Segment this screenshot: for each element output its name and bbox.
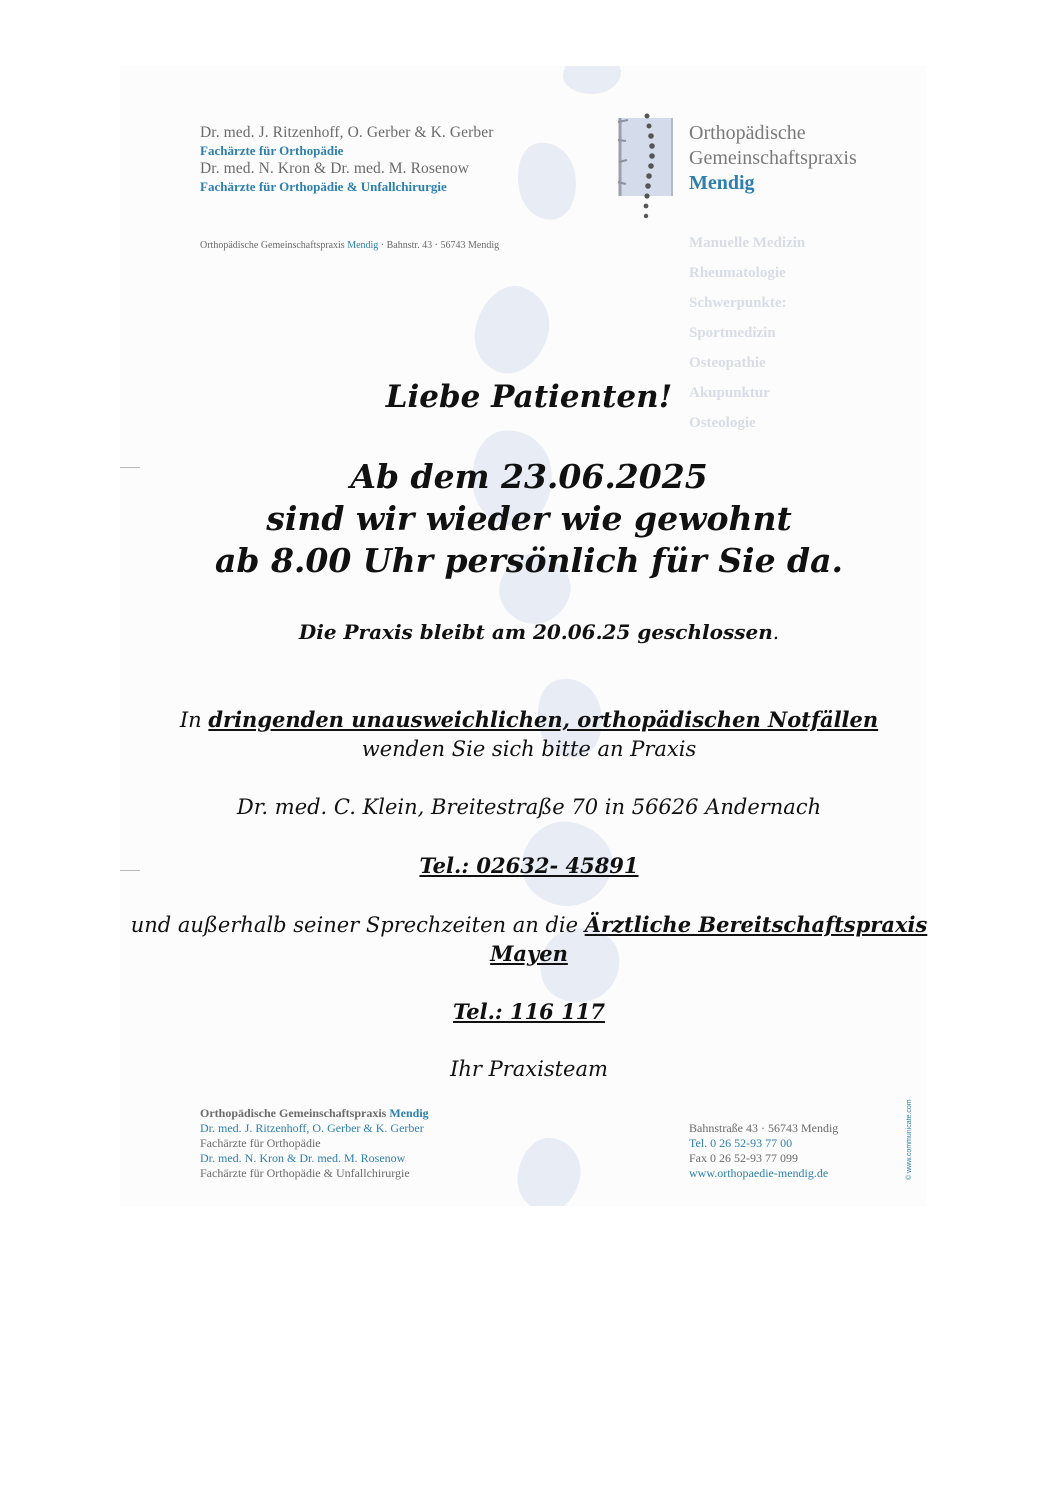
after-hours-line-1 [0,912,1058,937]
sender-address-line [200,240,499,251]
watermark-blob [511,137,584,225]
emergency-prefix: In [179,708,209,732]
footer-left-line-5: Fachärzte für Orthopädie & Unfallchirurgie [200,1166,410,1180]
sender-suffix: · Bahnstr. 43 · 56743 Mendig [380,240,500,251]
doctors-line-1: Dr. med. J. Ritzenhoff, O. Gerber & K. Gerber [200,124,494,141]
footer-left-line-1 [200,1106,429,1121]
service-item: Sportmedizin [689,325,776,341]
specialty-line-2: Fachärzte für Orthopädie & Unfallchirurgie [200,179,447,194]
closed-notice-text: Die Praxis bleibt am 20.06.25 geschlossen [298,620,773,644]
footer-left-line-3: Fachärzte für Orthopädie [200,1136,321,1150]
emergency-line-2: wenden Sie sich bitte an Praxis [361,737,697,761]
footer-right [689,1121,838,1181]
headline-line-2: sind wir wieder wie gewohnt [266,499,792,538]
logo-line-3: Mendig [689,172,755,194]
footer-left-line-4: Dr. med. N. Kron & Dr. med. M. Rosenow [200,1151,406,1165]
service-item: Schwerpunkte: [689,295,787,311]
doctors-line-2: Dr. med. N. Kron & Dr. med. M. Rosenow [200,160,470,177]
specialty-line-1: Fachärzte für Orthopädie [200,143,344,158]
greeting: Liebe Patienten! [385,379,673,415]
footer-tel: Tel. 0 26 52-93 77 00 [689,1136,793,1150]
closed-notice-end: . [772,620,780,644]
phone-1: Tel.: 02632- 45891 [419,853,639,878]
doctor-address: Dr. med. C. Klein, Breitestraße 70 in 56626 Andernach [236,795,822,819]
headline-line-3: ab 8.00 Uhr persönlich für Sie da. [215,541,843,580]
phone-2: Tel.: 116 117 [453,999,605,1024]
after-hours-line-2: Mayen [490,941,568,966]
watermark-blob [513,1134,585,1206]
sender-city: Mendig [347,240,379,251]
service-item: Akupunktur [689,385,770,401]
signature: Ihr Praxisteam [450,1057,608,1081]
after-hours-prefix: und außerhalb seiner Sprechzeiten an die [130,913,585,937]
service-item: Manuelle Medizin [689,235,806,251]
service-item: Osteologie [689,415,756,431]
headline-line-1: Ab dem 23.06.2025 [350,457,708,496]
emergency-emphasis: dringenden unausweichlichen, orthopädischen Notfällen [208,707,879,732]
after-hours-emphasis-1: Ärztliche Bereitschaftspraxis [584,912,928,937]
footer-credit: © www.communicate.com [906,1099,913,1180]
footer-left-line-2: Dr. med. J. Ritzenhoff, O. Gerber & K. Gerber [200,1121,424,1135]
sender-prefix: Orthopädische Gemeinschaftspraxis [200,240,345,251]
emergency-line-1 [0,707,1058,732]
footer-fax: Fax 0 26 52-93 77 099 [689,1151,798,1165]
footer-practice-name: Orthopädische Gemeinschaftspraxis [200,1106,387,1120]
logo-line-2: Gemeinschaftspraxis [689,147,857,169]
service-item: Rheumatologie [689,265,786,281]
logo-line-1: Orthopädische [689,122,806,144]
closed-notice [0,620,1058,644]
footer-left [200,1106,429,1181]
footer-address: Bahnstraße 43 · 56743 Mendig [689,1121,839,1135]
spine-logo-icon [614,110,680,222]
watermark-blob [563,66,621,94]
service-item: Osteopathie [689,355,766,371]
footer-website[interactable]: www.orthopaedie-mendig.de [689,1166,829,1180]
watermark-blob [466,278,558,382]
logo-wordmark [689,121,857,196]
footer-practice-city: Mendig [389,1106,429,1120]
